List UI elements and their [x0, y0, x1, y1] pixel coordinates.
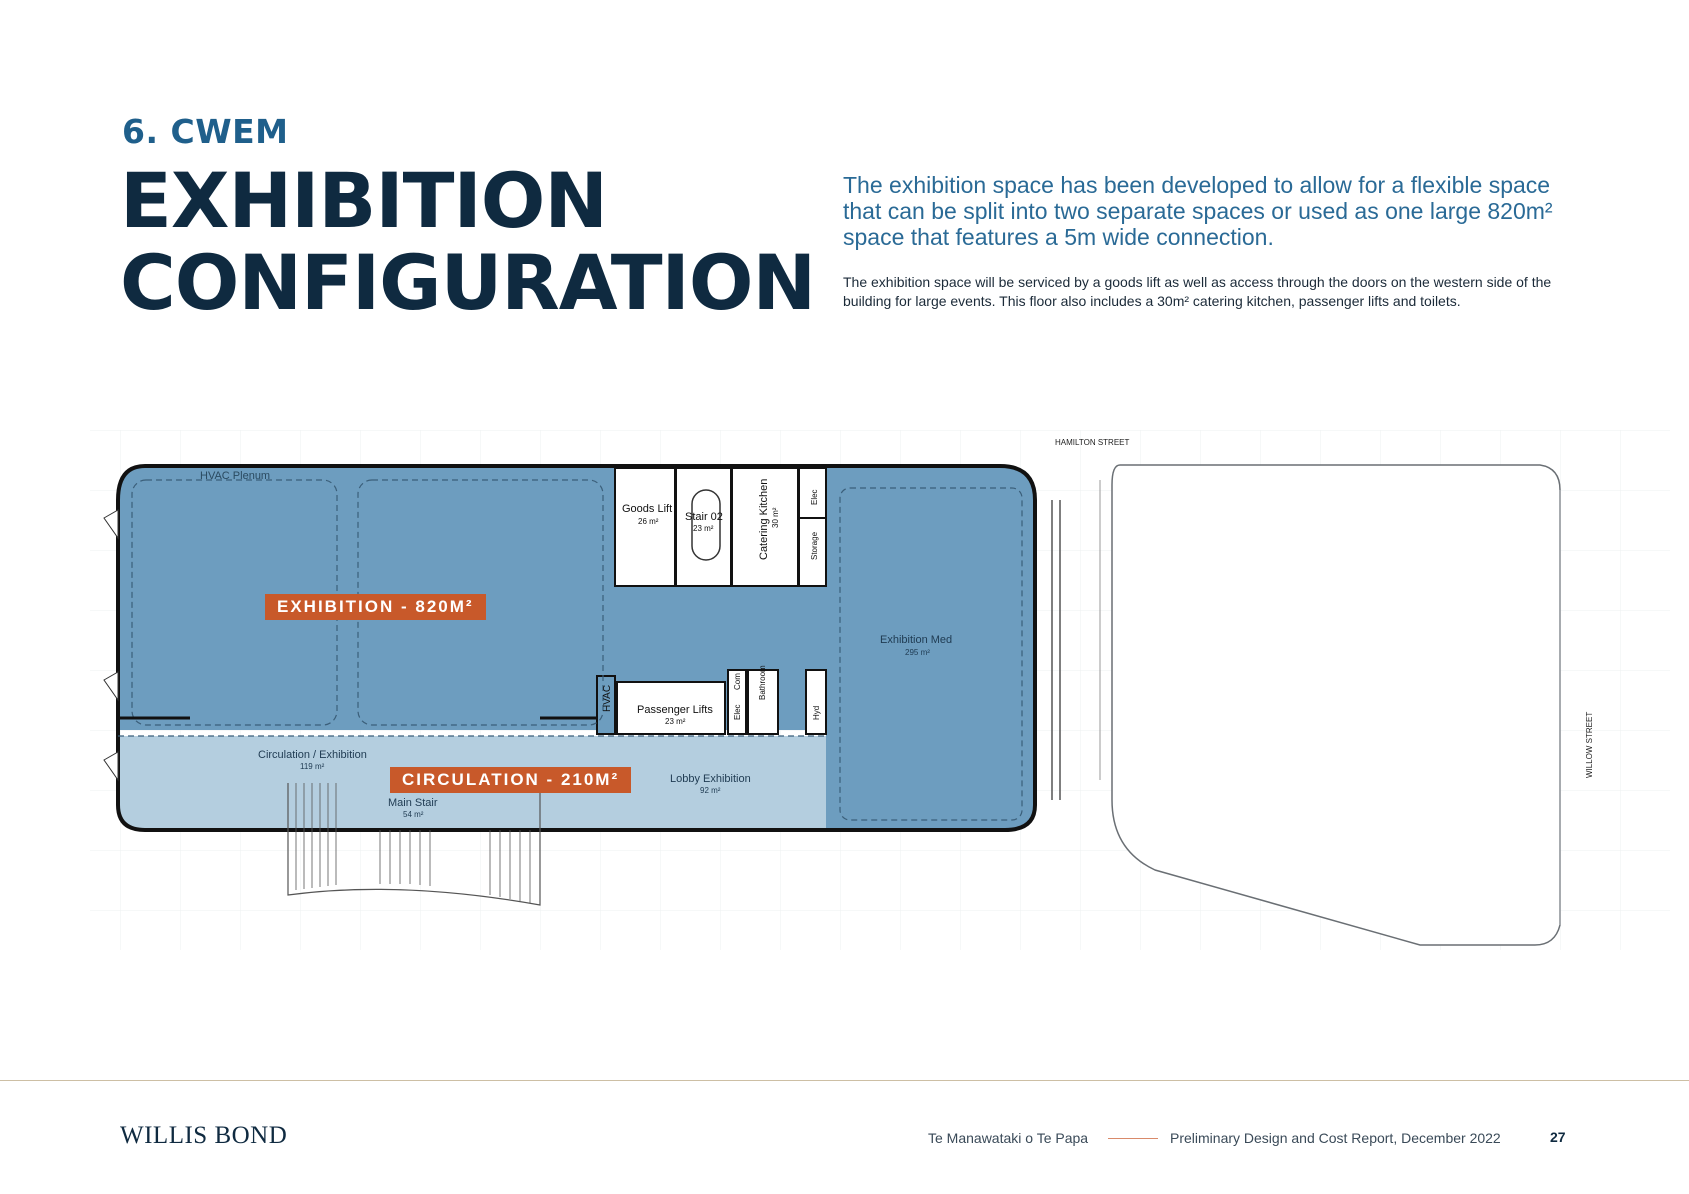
- label-hvac-plenum: HVAC Plenum: [200, 470, 271, 482]
- label-main-stair: Main Stair: [388, 797, 438, 809]
- section-number: 6. CWEM: [122, 112, 289, 151]
- label-lobby-exhibition: Lobby Exhibition: [670, 773, 751, 785]
- label-catering-area: 30 m²: [771, 507, 780, 528]
- label-bathroom: Bathroom: [758, 665, 767, 700]
- label-catering: Catering Kitchen: [758, 478, 770, 560]
- label-goods-lift-area: 26 m²: [638, 517, 659, 526]
- label-exhibition-med-area: 295 m²: [905, 648, 930, 657]
- tag-circulation: CIRCULATION - 210M²: [390, 767, 631, 793]
- page-title: [120, 156, 816, 327]
- label-hyd: Hyd: [812, 705, 821, 720]
- footer-divider: [1108, 1138, 1158, 1139]
- intro-lead: The exhibition space has been developed to allow for a flexible space that can be split into two separate spaces or used as one large 820m² space that features a 5m wide connection.: [843, 172, 1553, 250]
- label-circulation-exhibition-area: 119 m²: [300, 762, 325, 771]
- hyd-room: [806, 670, 826, 734]
- neighbour-building: [1112, 465, 1560, 945]
- label-passenger-lifts: Passenger Lifts: [637, 704, 713, 716]
- footer-report: Preliminary Design and Cost Report, December 2022: [1170, 1130, 1501, 1146]
- label-hvac: HVAC: [602, 684, 613, 712]
- label-comms: Com: [733, 673, 742, 690]
- label-storage: Storage: [810, 531, 819, 560]
- title-line-2: CONFIGURATION: [120, 238, 816, 327]
- label-stair-area: 23 m²: [693, 524, 714, 533]
- label-stair: Stair 02: [685, 511, 723, 523]
- label-hamilton-street: HAMILTON STREET: [1055, 438, 1130, 447]
- intro-body: The exhibition space will be serviced by a goods lift as well as access through the doors on the western side of the building for large events. This floor also includes a 30m² catering kitchen, passenger lifts and toilets.: [843, 274, 1552, 309]
- label-passenger-lifts-area: 23 m²: [665, 717, 686, 726]
- brand-logo: WILLIS BOND: [120, 1122, 288, 1149]
- label-elec-bottom: Elec: [733, 704, 742, 720]
- page-number: 27: [1550, 1129, 1566, 1145]
- floor-plan: [0, 420, 1689, 960]
- tag-exhibition: EXHIBITION - 820M²: [265, 594, 486, 620]
- title-line-1: EXHIBITION: [120, 156, 607, 245]
- label-willow-street: WILLOW STREET: [1585, 711, 1594, 778]
- goods-lift-room: [615, 468, 675, 586]
- label-elec-top: Elec: [810, 489, 819, 505]
- footer-project: Te Manawataki o Te Papa: [928, 1130, 1089, 1146]
- label-circulation-exhibition: Circulation / Exhibition: [258, 749, 367, 761]
- label-lobby-exhibition-area: 92 m²: [700, 786, 721, 795]
- label-exhibition-med: Exhibition Med: [880, 634, 953, 646]
- label-main-stair-area: 54 m²: [403, 810, 424, 819]
- label-goods-lift: Goods Lift: [622, 503, 673, 515]
- footer-rule: [0, 1080, 1689, 1081]
